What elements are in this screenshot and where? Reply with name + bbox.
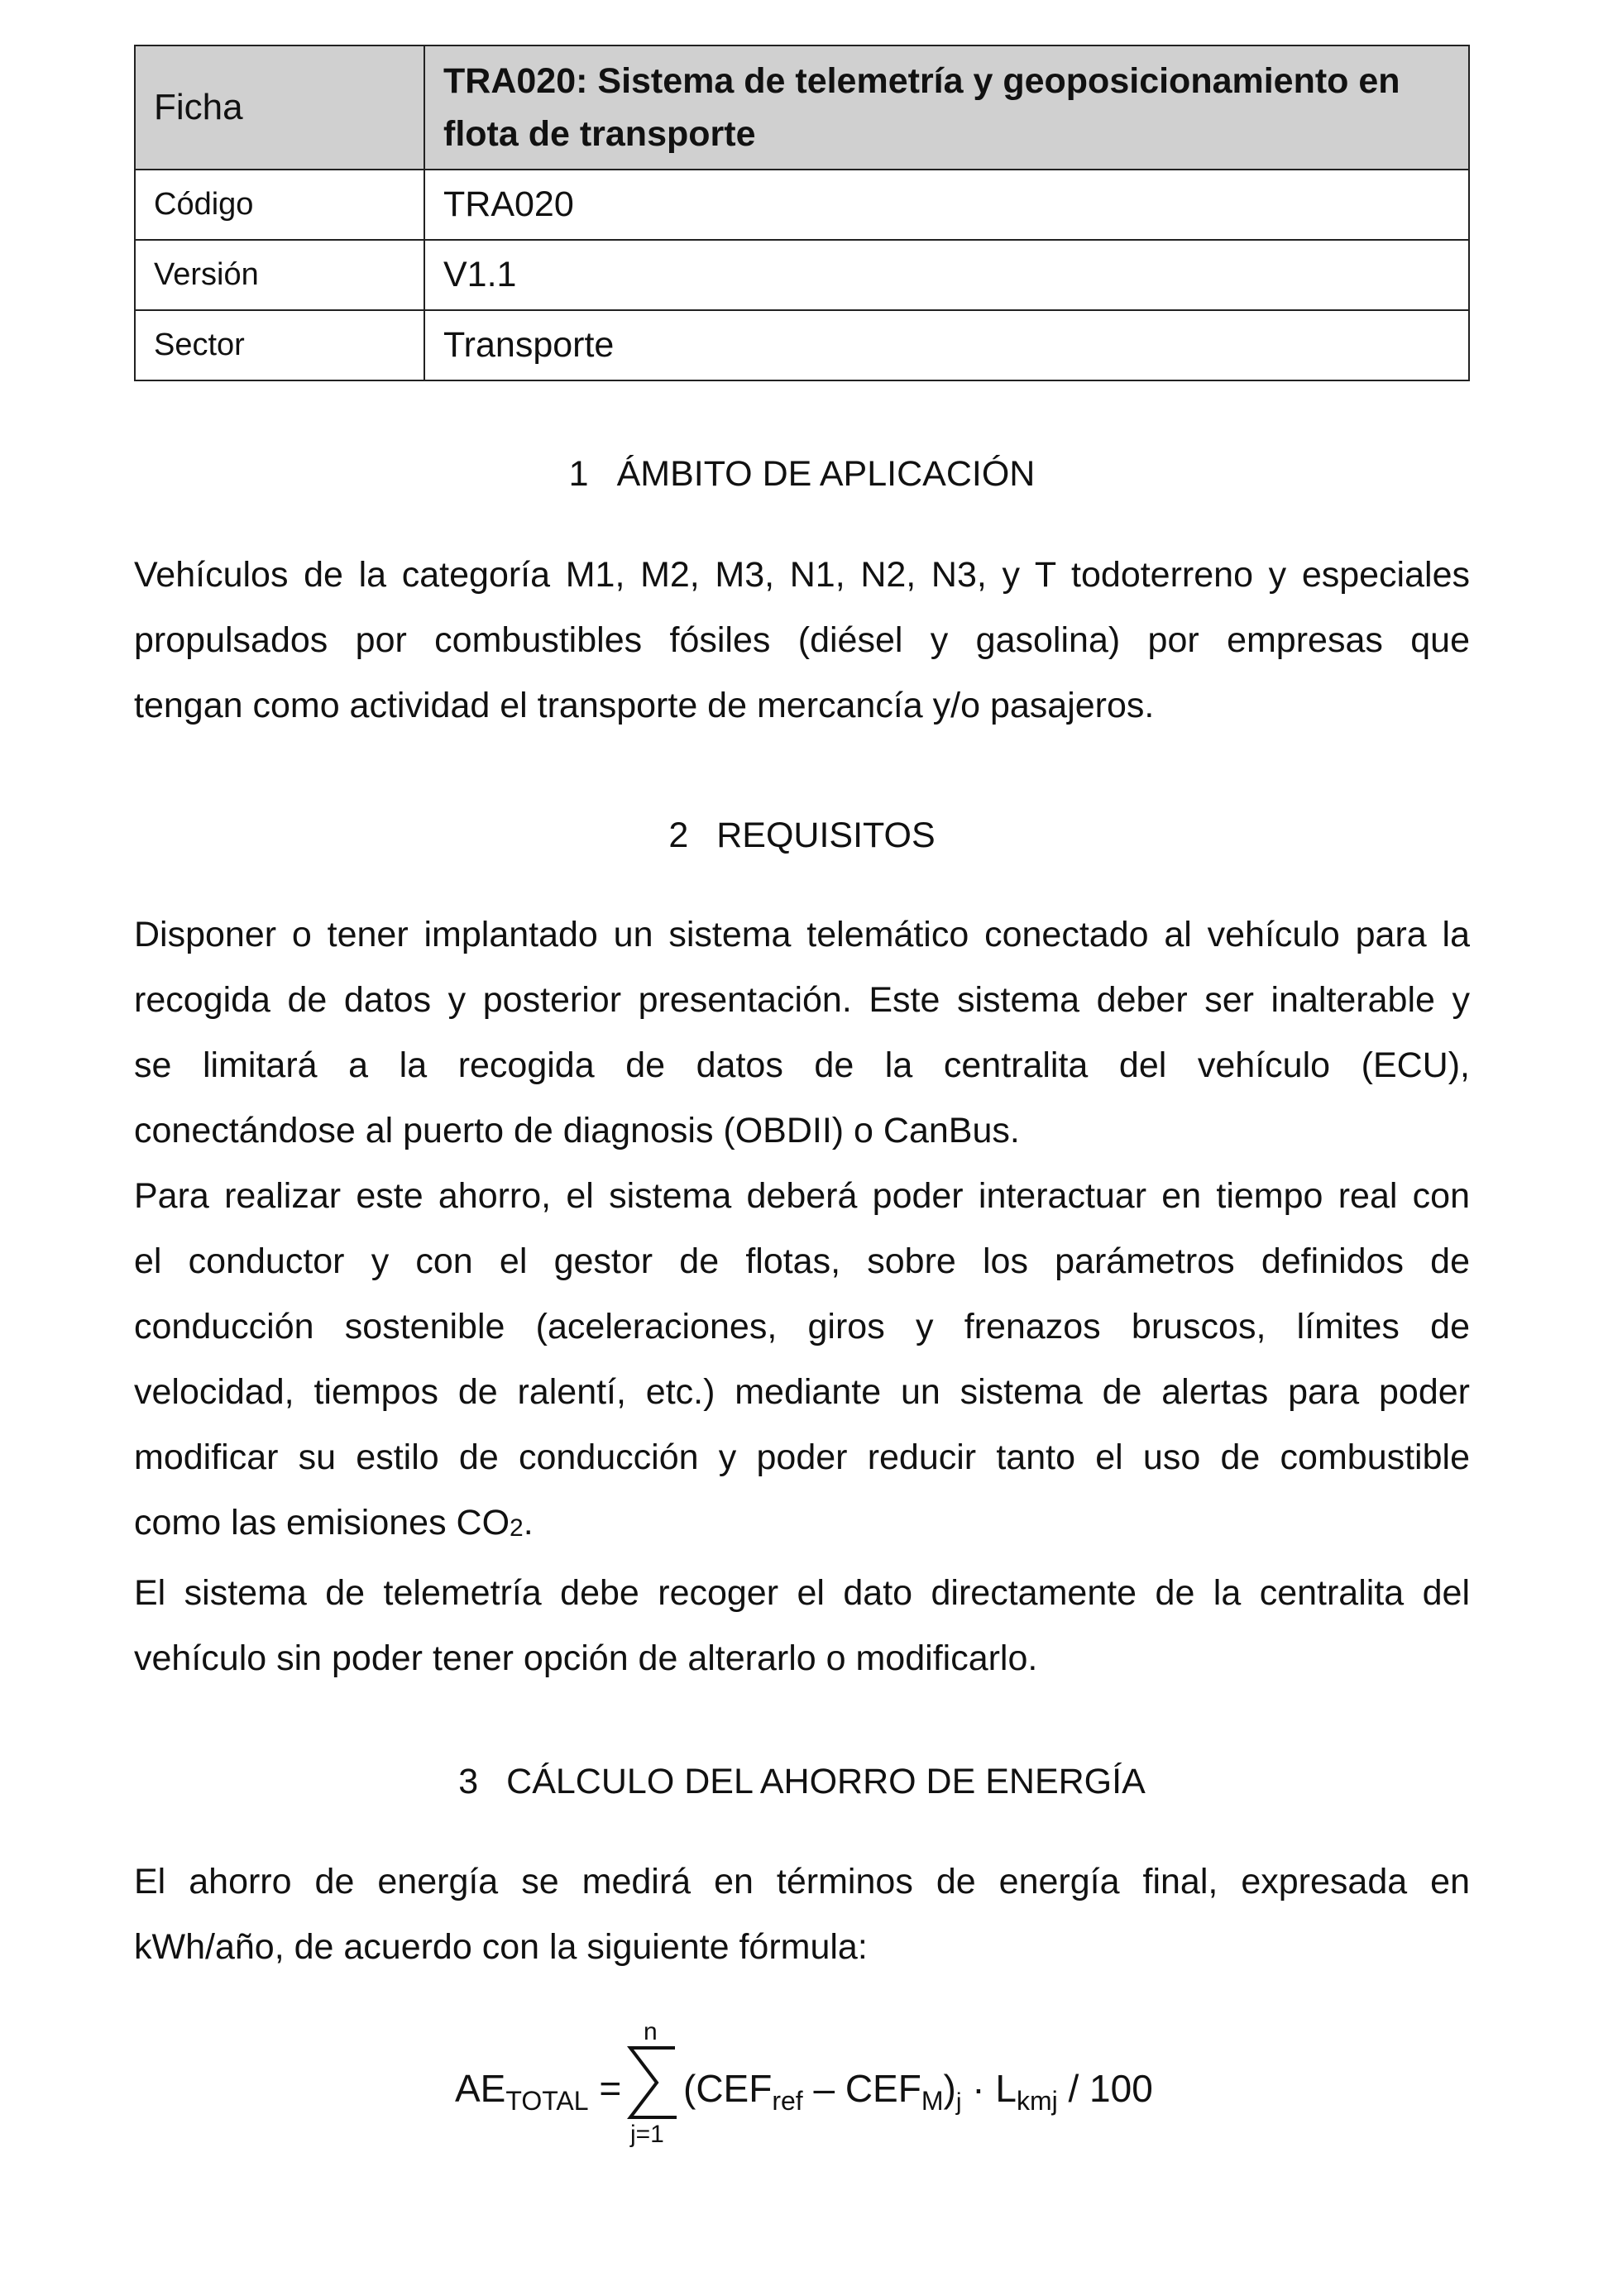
formula-cef-ref: (CEF — [683, 2067, 773, 2110]
formula-m-subscript: M — [921, 2086, 944, 2116]
section-number: 3 — [458, 1762, 479, 1801]
co2-suffix: . — [523, 1503, 534, 1543]
paragraph-line: propulsados por combustibles fósiles (diésel y gasolina) por empresas que — [134, 620, 1470, 660]
section-3-heading — [134, 1758, 1470, 1805]
paragraph-line: vehículo sin poder tener opción de alterarlo o modificarlo. — [134, 1638, 1038, 1678]
formula-lhs — [455, 2066, 621, 2117]
paragraph-line: El ahorro de energía se medirá en términos de energía final, expresada en — [134, 1862, 1470, 1901]
paragraph-line: recogida de datos y posterior presentación. Este sistema deber ser inalterable y — [134, 980, 1470, 1020]
section-1-paragraph — [134, 543, 1470, 739]
formula-l: · L — [961, 2067, 1017, 2110]
energy-savings-formula — [447, 2018, 1191, 2167]
formula-total-subscript: TOTAL — [505, 2086, 589, 2116]
co2-subscript: 2 — [510, 1514, 524, 1542]
formula-ae: AE — [455, 2067, 506, 2110]
paragraph-line: Disponer o tener implantado un sistema telemático conectado al vehículo para la — [134, 915, 1470, 954]
sum-lower-limit: j=1 — [630, 2121, 664, 2148]
formula-close-paren: ) — [943, 2067, 956, 2110]
ficha-row-label: Sector — [135, 310, 424, 380]
ficha-row-value: Transporte — [424, 310, 1469, 380]
paragraph-line: tengan como actividad el transporte de mercancía y/o pasajeros. — [134, 686, 1155, 725]
section-title: CÁLCULO DEL AHORRO DE ENERGÍA — [506, 1762, 1146, 1801]
section-2-heading — [134, 812, 1470, 859]
paragraph-line: velocidad, tiempos de ralentí, etc.) mediante un sistema de alertas para poder — [134, 1372, 1470, 1412]
formula-j-subscript: j — [955, 2088, 962, 2116]
section-title: ÁMBITO DE APLICACIÓN — [616, 454, 1036, 494]
paragraph-line: Para realizar este ahorro, el sistema deberá poder interactuar en tiempo real con — [134, 1176, 1470, 1216]
section-2-paragraph — [134, 902, 1470, 1691]
ficha-title-label: Ficha — [135, 45, 424, 170]
ficha-table — [134, 45, 1470, 381]
ficha-row-codigo — [135, 170, 1469, 240]
paragraph-line: El sistema de telemetría debe recoger el dato directamente de la centralita del — [134, 1573, 1470, 1613]
sum-upper-limit: n — [644, 2018, 658, 2045]
co2-text: como las emisiones CO — [134, 1503, 510, 1543]
formula-rhs — [683, 2066, 1153, 2117]
section-number: 2 — [668, 816, 689, 855]
ficha-title-value: TRA020: Sistema de telemetría y geoposicionamiento en flota de transporte — [424, 45, 1469, 170]
paragraph-line: kWh/año, de acuerdo con la siguiente fórmula: — [134, 1927, 868, 1967]
summation-icon — [627, 2043, 680, 2122]
formula-kmj-subscript: kmj — [1016, 2086, 1058, 2116]
ficha-title-row — [135, 45, 1469, 170]
ficha-row-version — [135, 240, 1469, 310]
paragraph-line: el conductor y con el gestor de flotas, sobre los parámetros definidos de — [134, 1241, 1470, 1281]
paragraph-line-co2 — [134, 1490, 1470, 1561]
formula-equals: = — [599, 2067, 622, 2110]
ficha-row-value: V1.1 — [424, 240, 1469, 310]
formula-divide-100: / 100 — [1057, 2067, 1153, 2110]
paragraph-line: Vehículos de la categoría M1, M2, M3, N1, N2, N3, y T todoterreno y especiales — [134, 555, 1470, 595]
ficha-row-value: TRA020 — [424, 170, 1469, 240]
ficha-row-label: Código — [135, 170, 424, 240]
section-title: REQUISITOS — [716, 816, 936, 855]
section-number: 1 — [568, 454, 589, 494]
paragraph-line: se limitará a la recogida de datos de la centralita del vehículo (ECU), — [134, 1045, 1470, 1085]
ficha-row-sector — [135, 310, 1469, 380]
formula-cef-m: – CEF — [802, 2067, 921, 2110]
paragraph-line: conducción sostenible (aceleraciones, giros y frenazos bruscos, límites de — [134, 1307, 1470, 1347]
section-3-paragraph — [134, 1849, 1470, 1980]
paragraph-line: modificar su estilo de conducción y poder reducir tanto el uso de combustible — [134, 1437, 1470, 1477]
formula-ref-subscript: ref — [772, 2086, 803, 2116]
ficha-row-label: Versión — [135, 240, 424, 310]
paragraph-line: conectándose al puerto de diagnosis (OBDII) o CanBus. — [134, 1111, 1020, 1150]
section-1-heading — [134, 451, 1470, 497]
